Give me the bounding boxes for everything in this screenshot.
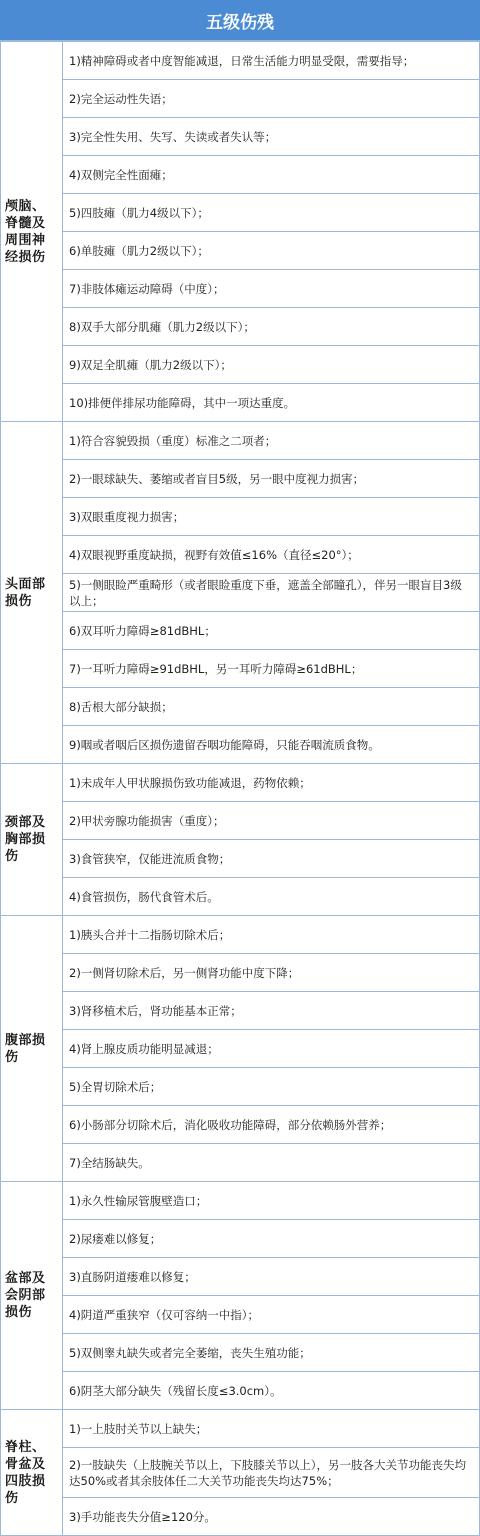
items-table (0, 41, 480, 1536)
item-cell: 3)双眼重度视力损害； (63, 498, 480, 536)
item-cell: 3)肾移植术后，肾功能基本正常； (63, 992, 480, 1030)
category-cell: 头面部损伤 (1, 422, 63, 764)
table-row (1, 954, 480, 992)
table-row (1, 1410, 480, 1448)
item-cell: 3)手功能丧失分值≥120分。 (63, 1498, 480, 1536)
category-cell: 颅脑、脊髓及周围神经损伤 (1, 42, 63, 422)
item-cell: 5)双侧睾丸缺失或者完全萎缩，丧失生殖功能； (63, 1334, 480, 1372)
item-cell: 2)完全运动性失语； (63, 80, 480, 118)
item-cell: 1)符合容貌毁损（重度）标准之二项者； (63, 422, 480, 460)
table-row (1, 688, 480, 726)
item-cell: 2)甲状旁腺功能损害（重度）； (63, 802, 480, 840)
item-cell: 7)非肢体瘫运动障碍（中度）； (63, 270, 480, 308)
table-row (1, 232, 480, 270)
table-row (1, 726, 480, 764)
item-cell: 6)单肢瘫（肌力2级以下）； (63, 232, 480, 270)
table-row (1, 460, 480, 498)
table-row (1, 764, 480, 802)
item-cell: 9)咽或者咽后区损伤遗留吞咽功能障碍，只能吞咽流质食物。 (63, 726, 480, 764)
category-cell: 腹部损伤 (1, 916, 63, 1182)
table-row (1, 498, 480, 536)
item-cell: 3)直肠阴道瘘难以修复； (63, 1258, 480, 1296)
table-title: 五级伤残 (0, 0, 480, 41)
item-cell: 4)肾上腺皮质功能明显减退； (63, 1030, 480, 1068)
table-row (1, 42, 480, 80)
item-cell: 1)一上肢肘关节以上缺失； (63, 1410, 480, 1448)
item-cell: 2)一眼球缺失、萎缩或者盲目5级，另一眼中度视力损害； (63, 460, 480, 498)
table-row (1, 802, 480, 840)
table-row (1, 194, 480, 232)
table-row (1, 346, 480, 384)
item-cell: 1)胰头合并十二指肠切除术后； (63, 916, 480, 954)
item-cell: 8)舌根大部分缺损； (63, 688, 480, 726)
item-cell: 10)排便伴排尿功能障碍，其中一项达重度。 (63, 384, 480, 422)
item-cell: 7)全结肠缺失。 (63, 1144, 480, 1182)
item-cell: 4)双眼视野重度缺损，视野有效值≤16%（直径≤20°）； (63, 536, 480, 574)
item-cell: 4)食管损伤，肠代食管术后。 (63, 878, 480, 916)
table-row (1, 80, 480, 118)
table-row (1, 308, 480, 346)
table-row (1, 1448, 480, 1498)
item-cell: 4)阴道严重狭窄（仅可容纳一中指）； (63, 1296, 480, 1334)
table-row (1, 536, 480, 574)
item-cell: 3)食管狭窄，仅能进流质食物； (63, 840, 480, 878)
item-cell: 2)尿瘘难以修复； (63, 1220, 480, 1258)
table-row (1, 422, 480, 460)
table-row (1, 878, 480, 916)
category-cell: 颈部及胸部损伤 (1, 764, 63, 916)
item-cell: 5)全胃切除术后； (63, 1068, 480, 1106)
table-row (1, 1182, 480, 1220)
item-cell: 9)双足全肌瘫（肌力2级以下）； (63, 346, 480, 384)
item-cell: 4)双侧完全性面瘫； (63, 156, 480, 194)
table-row (1, 1334, 480, 1372)
table-row (1, 916, 480, 954)
table-row (1, 1258, 480, 1296)
table-row (1, 574, 480, 612)
category-cell: 盆部及会阴部损伤 (1, 1182, 63, 1410)
item-cell: 6)阴茎大部分缺失（残留长度≤3.0cm）。 (63, 1372, 480, 1410)
table-row (1, 1296, 480, 1334)
table-row (1, 1068, 480, 1106)
item-cell: 1)永久性输尿管腹壁造口； (63, 1182, 480, 1220)
table-row (1, 1030, 480, 1068)
item-cell: 1)未成年人甲状腺损伤致功能减退，药物依赖； (63, 764, 480, 802)
item-cell: 8)双手大部分肌瘫（肌力2级以下）； (63, 308, 480, 346)
table-row (1, 118, 480, 156)
table-row (1, 270, 480, 308)
table-row (1, 650, 480, 688)
item-cell: 2)一肢缺失（上肢腕关节以上，下肢膝关节以上），另一肢各大关节功能丧失均达50%或者其余肢体任二大关节功能丧失均达75%； (63, 1448, 480, 1498)
category-cell: 脊柱、骨盆及四肢损伤 (1, 1410, 63, 1536)
item-cell: 2)一侧肾切除术后，另一侧肾功能中度下降； (63, 954, 480, 992)
table-row (1, 1220, 480, 1258)
table-row (1, 992, 480, 1030)
table-row (1, 1498, 480, 1536)
table-row (1, 1106, 480, 1144)
table-row (1, 384, 480, 422)
item-cell: 6)小肠部分切除术后，消化吸收功能障碍，部分依赖肠外营养； (63, 1106, 480, 1144)
table-row (1, 840, 480, 878)
table-row (1, 612, 480, 650)
item-cell: 7)一耳听力障碍≥91dBHL，另一耳听力障碍≥61dBHL； (63, 650, 480, 688)
item-cell: 5)四肢瘫（肌力4级以下）； (63, 194, 480, 232)
table-row (1, 1144, 480, 1182)
item-cell: 5)一侧眼睑严重畸形（或者眼睑重度下垂，遮盖全部瞳孔），伴另一眼盲目3级以上； (63, 574, 480, 612)
item-cell: 6)双耳听力障碍≥81dBHL； (63, 612, 480, 650)
table-row (1, 1372, 480, 1410)
item-cell: 1)精神障碍或者中度智能减退，日常生活能力明显受限，需要指导； (63, 42, 480, 80)
item-cell: 3)完全性失用、失写、失读或者失认等； (63, 118, 480, 156)
table-row (1, 156, 480, 194)
